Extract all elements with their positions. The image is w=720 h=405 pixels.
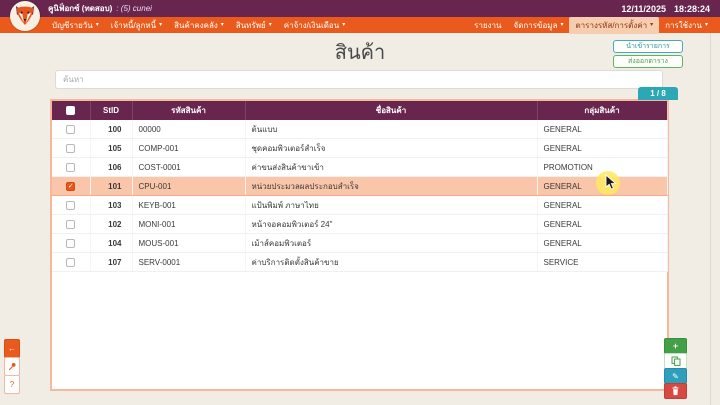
products-table <box>52 101 668 272</box>
page-title: สินค้า <box>334 42 386 64</box>
nav-item-left-0[interactable] <box>46 17 105 34</box>
stid-cell: 100 <box>90 120 132 139</box>
export-button[interactable]: ส่งออกตาราง <box>613 55 683 68</box>
group-cell: GENERAL <box>537 234 667 253</box>
nav-item-label: เจ้าหนี้/ลูกหนี้ <box>110 20 157 30</box>
stid-cell: 103 <box>90 196 132 215</box>
copy-button[interactable] <box>664 353 687 369</box>
chevron-down-icon: ▾ <box>704 22 708 28</box>
pin-button[interactable] <box>4 357 20 376</box>
nav-item-label: สินค้าคงคลัง <box>174 20 218 30</box>
row-checkbox-cell <box>52 139 90 158</box>
header-code: รหัสสินค้า <box>132 101 245 120</box>
select-all-checkbox[interactable] <box>66 106 75 115</box>
stid-cell: 101 <box>90 177 132 196</box>
name-cell: เม้าส์คอมพิวเตอร์ <box>245 234 537 253</box>
row-checkbox[interactable] <box>66 163 75 172</box>
row-checkbox[interactable] <box>66 220 75 229</box>
table-row[interactable] <box>52 120 667 139</box>
right-toolbar <box>664 338 687 399</box>
name-cell: หน่วยประมวลผลประกอบสำเร็จ <box>245 177 537 196</box>
chevron-down-icon: ▾ <box>220 22 224 28</box>
nav-item-left-4[interactable] <box>278 17 351 34</box>
stid-cell: 106 <box>90 158 132 177</box>
nav-item-label: รายงาน <box>474 20 502 30</box>
search-input[interactable] <box>55 70 663 89</box>
nav-item-label: ตารางรหัส/การตั้งค่า <box>575 20 648 30</box>
pagination-badge[interactable]: 1 / 8 <box>638 87 678 100</box>
nav-item-label: สินทรัพย์ <box>235 20 266 30</box>
products-table-container <box>50 99 669 391</box>
pencil-icon: ✎ <box>672 371 679 381</box>
stid-cell: 102 <box>90 215 132 234</box>
header-checkbox-cell <box>52 101 90 120</box>
name-cell: ค่าบริการติดตั้งสินค้าขาย <box>245 253 537 272</box>
nav-item-left-2[interactable] <box>168 17 230 34</box>
row-checkbox-cell <box>52 120 90 139</box>
row-checkbox-cell <box>52 234 90 253</box>
stid-cell: 104 <box>90 234 132 253</box>
header-stid: StID <box>90 101 132 120</box>
chevron-down-icon: ▾ <box>650 22 654 28</box>
name-cell: ชุดคอมพิวเตอร์สำเร็จ <box>245 139 537 158</box>
app-logo[interactable] <box>10 1 40 31</box>
pin-icon <box>8 362 17 371</box>
row-checkbox-cell <box>52 158 90 177</box>
row-checkbox-cell <box>52 196 90 215</box>
code-cell: MONI-001 <box>132 215 245 234</box>
code-cell: MOUS-001 <box>132 234 245 253</box>
table-row[interactable] <box>52 177 667 196</box>
code-cell: 00000 <box>132 120 245 139</box>
code-cell: CPU-001 <box>132 177 245 196</box>
left-toolbar <box>4 339 20 394</box>
nav-item-label: ค่าจ้าง/เงินเดือน <box>283 20 340 30</box>
code-cell: SERV-0001 <box>132 253 245 272</box>
row-checkbox[interactable]: ✓ <box>67 182 74 190</box>
question-icon: ? <box>9 380 15 389</box>
group-cell: SERVICE <box>537 253 667 272</box>
row-checkbox[interactable] <box>66 239 75 248</box>
chevron-down-icon: ▾ <box>342 22 346 28</box>
import-button[interactable]: นำเข้ารายการ <box>613 40 683 53</box>
trash-icon <box>671 386 680 396</box>
table-row[interactable] <box>52 158 667 177</box>
edit-button[interactable] <box>664 368 687 384</box>
table-header-row <box>52 101 667 120</box>
scrollbar-track[interactable] <box>710 33 711 405</box>
row-checkbox-cell <box>52 215 90 234</box>
nav-item-right-2[interactable] <box>569 17 659 34</box>
delete-button[interactable] <box>664 383 687 399</box>
help-button[interactable] <box>4 375 20 394</box>
stid-cell: 105 <box>90 139 132 158</box>
nav-item-label: จัดการข้อมูล <box>513 20 558 30</box>
chevron-down-icon: ▾ <box>268 22 272 28</box>
table-row[interactable] <box>52 139 667 158</box>
code-cell: COST-0001 <box>132 158 245 177</box>
plus-icon: + <box>672 341 679 351</box>
nav-item-right-3[interactable] <box>659 17 714 34</box>
nav-item-left-3[interactable] <box>230 17 278 34</box>
row-checkbox[interactable] <box>66 144 75 153</box>
time-label: 18:28:24 <box>673 3 710 14</box>
back-arrow-icon: ← <box>8 344 16 353</box>
back-button[interactable] <box>4 339 20 358</box>
row-checkbox[interactable] <box>66 125 75 134</box>
header-group: กลุ่มสินค้า <box>537 101 667 120</box>
row-checkbox-cell <box>52 253 90 272</box>
code-cell: KEYB-001 <box>132 196 245 215</box>
nav-item-right-0[interactable] <box>468 17 507 34</box>
date-label: 12/11/2025 <box>621 3 666 14</box>
table-body <box>52 120 667 272</box>
nav-item-label: บัญชีรายวัน <box>52 20 93 30</box>
nav-menu-right <box>468 17 714 34</box>
nav-menu-left <box>46 17 351 34</box>
group-cell: GENERAL <box>537 177 667 196</box>
code-cell: COMP-001 <box>132 139 245 158</box>
nav-item-label: การใช้งาน <box>665 20 702 30</box>
chevron-down-icon: ▾ <box>560 22 564 28</box>
name-cell: ค่าขนส่งสินค้าขาเข้า <box>245 158 537 177</box>
group-cell: GENERAL <box>537 196 667 215</box>
name-cell: แป้นพิมพ์ ภาษาไทย <box>245 196 537 215</box>
nav-item-right-1[interactable] <box>508 17 570 34</box>
table-row[interactable] <box>52 253 667 272</box>
table-row[interactable] <box>52 234 667 253</box>
group-cell: PROMOTION <box>537 158 667 177</box>
group-cell: GENERAL <box>537 215 667 234</box>
row-checkbox[interactable] <box>66 201 75 210</box>
table-row[interactable] <box>52 215 667 234</box>
copy-icon <box>671 356 681 366</box>
table-row[interactable] <box>52 196 667 215</box>
add-button[interactable] <box>664 338 687 354</box>
chevron-down-icon: ▾ <box>95 22 99 28</box>
app-brand: คูนิฟ็อกซ์ (ทดสอบ) <box>48 4 113 13</box>
fox-icon <box>13 4 37 28</box>
name-cell: หน้าจอคอมพิวเตอร์ 24" <box>245 215 537 234</box>
group-cell: GENERAL <box>537 139 667 158</box>
row-checkbox-cell <box>52 177 90 196</box>
header-name: ชื่อสินค้า <box>245 101 537 120</box>
name-cell: ต้นแบบ <box>245 120 537 139</box>
datetime <box>621 4 710 14</box>
session-info: : (5) cunei <box>116 4 152 13</box>
nav-bar <box>0 17 720 33</box>
row-checkbox[interactable] <box>66 258 75 267</box>
nav-item-left-1[interactable] <box>105 17 168 34</box>
mouse-cursor-icon <box>605 174 617 192</box>
group-cell: GENERAL <box>537 120 667 139</box>
top-bar <box>0 0 720 17</box>
chevron-down-icon: ▾ <box>159 22 163 28</box>
stid-cell: 107 <box>90 253 132 272</box>
